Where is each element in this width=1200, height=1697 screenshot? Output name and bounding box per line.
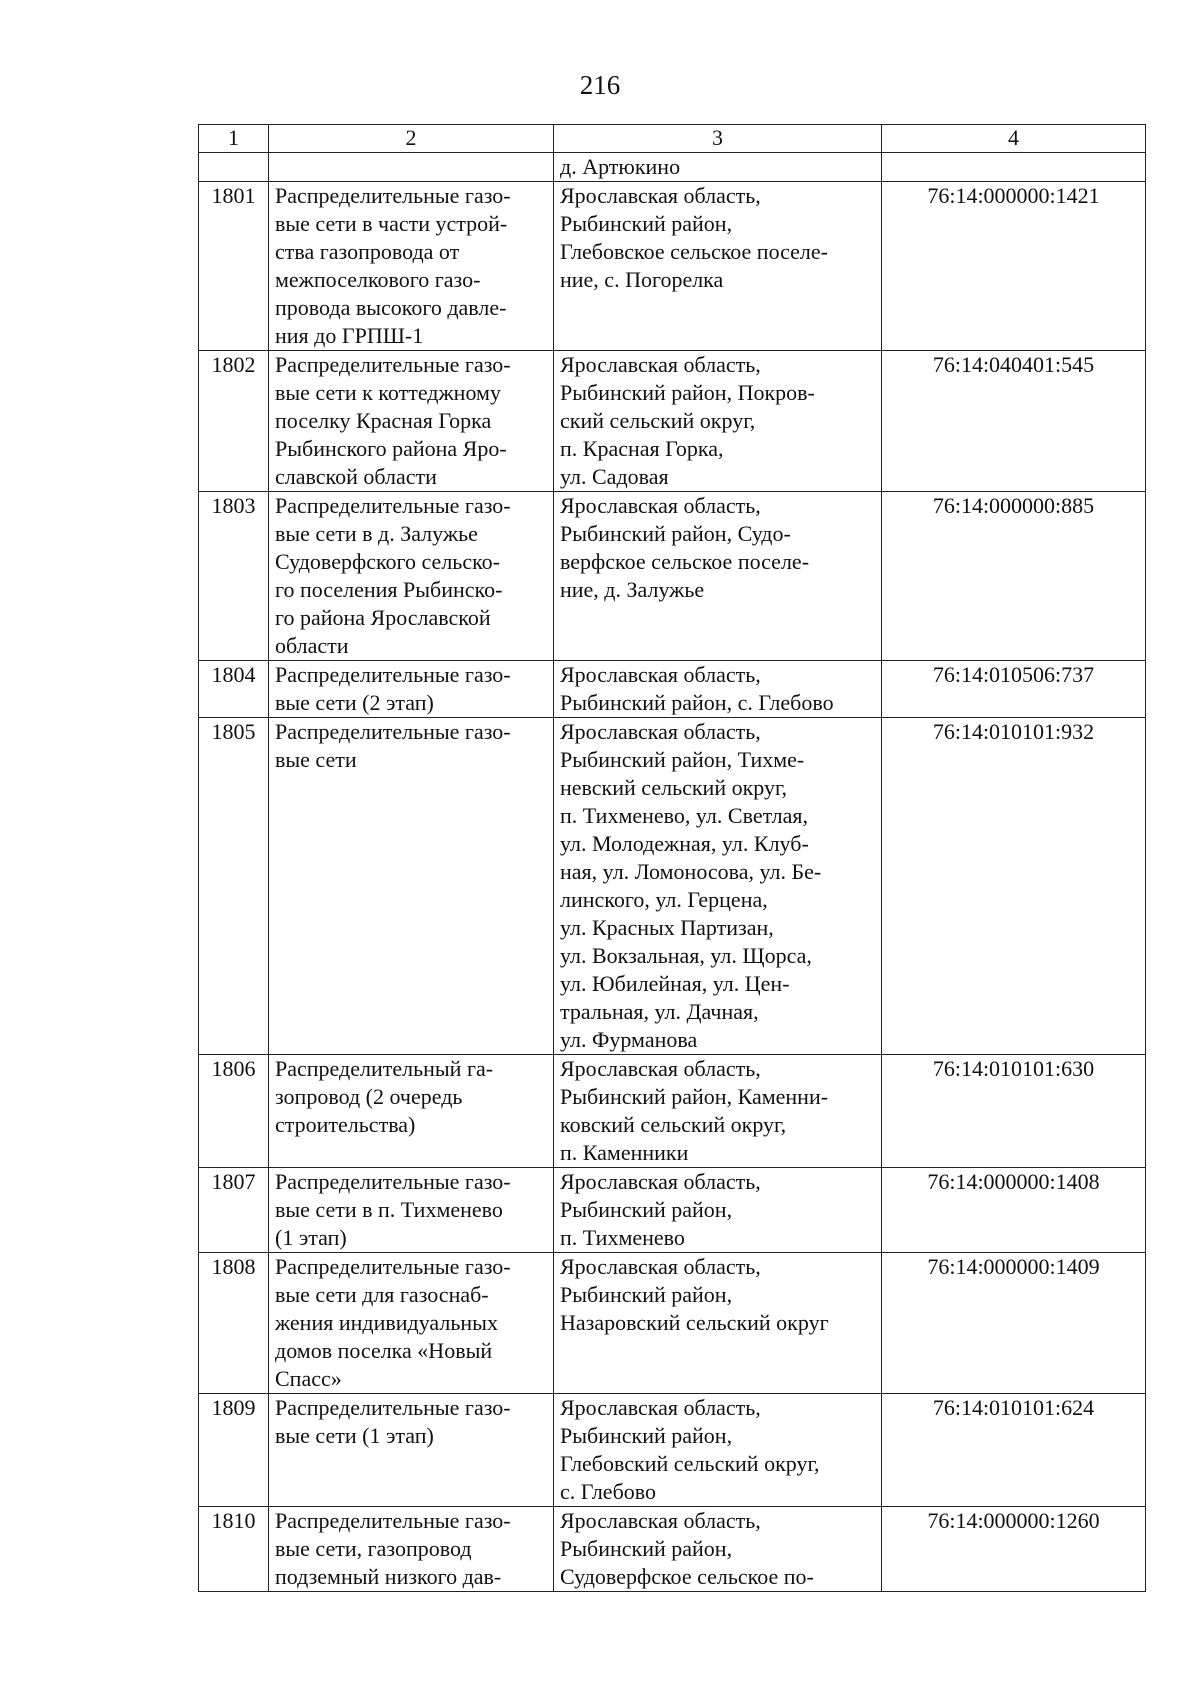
object-name-cell: Распределительные газо- вые сети в части устрой- ства газопровода от межпоселкового газо- провода высокого давле- ния до ГРПШ-1 bbox=[269, 182, 554, 351]
cadastral-number-cell: 76:14:000000:1260 bbox=[882, 1507, 1146, 1592]
column-number-1: 1 bbox=[199, 125, 269, 153]
object-name-cell: Распределительные газо- вые сети в п. Тихменево (1 этап) bbox=[269, 1168, 554, 1253]
address-cell: Ярославская область, Рыбинский район, п. Тихменево bbox=[554, 1168, 882, 1253]
row-number-cell: 1808 bbox=[199, 1253, 269, 1394]
cadastral-number-cell: 76:14:040401:545 bbox=[882, 351, 1146, 492]
continuation-num-cell bbox=[199, 153, 269, 182]
table-row bbox=[199, 1507, 1146, 1592]
cadastral-number-cell: 76:14:000000:1408 bbox=[882, 1168, 1146, 1253]
object-name-cell: Распределительные газо- вые сети (1 этап) bbox=[269, 1394, 554, 1507]
row-number-cell: 1803 bbox=[199, 492, 269, 661]
column-number-3: 3 bbox=[554, 125, 882, 153]
object-name-cell: Распределительные газо- вые сети к коттеджному поселку Красная Горка Рыбинского района Яро- славской области bbox=[269, 351, 554, 492]
object-name-cell: Распределительный га- зопровод (2 очередь строительства) bbox=[269, 1055, 554, 1168]
table-row bbox=[199, 1055, 1146, 1168]
object-name-cell: Распределительные газо- вые сети для газоснаб- жения индивидуальных домов поселка «Новый Спасс» bbox=[269, 1253, 554, 1394]
page-number: 216 bbox=[579, 70, 621, 100]
row-number-cell: 1809 bbox=[199, 1394, 269, 1507]
address-cell: Ярославская область, Рыбинский район, Глебовский сельский округ, с. Глебово bbox=[554, 1394, 882, 1507]
cadastral-number-cell: 76:14:010506:737 bbox=[882, 661, 1146, 718]
table-row bbox=[199, 1394, 1146, 1507]
object-name-cell: Распределительные газо- вые сети, газопровод подземный низкого дав- bbox=[269, 1507, 554, 1592]
table-row bbox=[199, 492, 1146, 661]
address-cell: Ярославская область, Рыбинский район, Назаровский сельский округ bbox=[554, 1253, 882, 1394]
table-row bbox=[199, 1168, 1146, 1253]
row-number-cell: 1804 bbox=[199, 661, 269, 718]
row-number-cell: 1801 bbox=[199, 182, 269, 351]
row-number-cell: 1802 bbox=[199, 351, 269, 492]
registry-table-body bbox=[199, 125, 1146, 1592]
object-name-cell: Распределительные газо- вые сети в д. Залужье Судоверфского сельско- го поселения Рыбинско- го района Ярославской области bbox=[269, 492, 554, 661]
cadastral-number-cell: 76:14:000000:885 bbox=[882, 492, 1146, 661]
column-number-4: 4 bbox=[882, 125, 1146, 153]
cadastral-number-cell: 76:14:010101:932 bbox=[882, 718, 1146, 1055]
continuation-row bbox=[199, 153, 1146, 182]
table-row bbox=[199, 351, 1146, 492]
address-cell: Ярославская область, Рыбинский район, Судоверфское сельское по- bbox=[554, 1507, 882, 1592]
column-number-2: 2 bbox=[269, 125, 554, 153]
row-number-cell: 1805 bbox=[199, 718, 269, 1055]
cadastral-number-cell: 76:14:000000:1409 bbox=[882, 1253, 1146, 1394]
table-row bbox=[199, 182, 1146, 351]
cadastral-number-cell: 76:14:000000:1421 bbox=[882, 182, 1146, 351]
table-row bbox=[199, 718, 1146, 1055]
row-number-cell: 1810 bbox=[199, 1507, 269, 1592]
cadastral-number-cell: 76:14:010101:630 bbox=[882, 1055, 1146, 1168]
address-cell: Ярославская область, Рыбинский район, Судо- верфское сельское поселе- ние, д. Залужье bbox=[554, 492, 882, 661]
continuation-cadastral-cell bbox=[882, 153, 1146, 182]
column-number-row bbox=[199, 125, 1146, 153]
object-name-cell: Распределительные газо- вые сети bbox=[269, 718, 554, 1055]
object-name-cell: Распределительные газо- вые сети (2 этап) bbox=[269, 661, 554, 718]
cadastral-number-cell: 76:14:010101:624 bbox=[882, 1394, 1146, 1507]
address-cell: Ярославская область, Рыбинский район, Каменни- ковский сельский округ, п. Каменники bbox=[554, 1055, 882, 1168]
address-cell: Ярославская область, Рыбинский район, Тихме- невский сельский округ, п. Тихменево, ул. Светлая, ул. Молодежная, ул. Клуб- ная, ул. Ломоносова, ул. Бе- линского, ул. Герцена, ул. Красных Партизан, ул. Вокзальная, ул. Щорса, ул. Юбилейная, ул. Цен- тральная, ул. Дачная, ул. Фурманова bbox=[554, 718, 882, 1055]
table-row bbox=[199, 661, 1146, 718]
continuation-name-cell bbox=[269, 153, 554, 182]
row-number-cell: 1806 bbox=[199, 1055, 269, 1168]
table-row bbox=[199, 1253, 1146, 1394]
address-cell: Ярославская область, Рыбинский район, Покров- ский сельский округ, п. Красная Горка, ул. Садовая bbox=[554, 351, 882, 492]
registry-table bbox=[198, 124, 1146, 1592]
row-number-cell: 1807 bbox=[199, 1168, 269, 1253]
address-cell: Ярославская область, Рыбинский район, с. Глебово bbox=[554, 661, 882, 718]
address-cell: Ярославская область, Рыбинский район, Глебовское сельское поселе- ние, с. Погорелка bbox=[554, 182, 882, 351]
continuation-address-cell: д. Артюкино bbox=[554, 153, 882, 182]
